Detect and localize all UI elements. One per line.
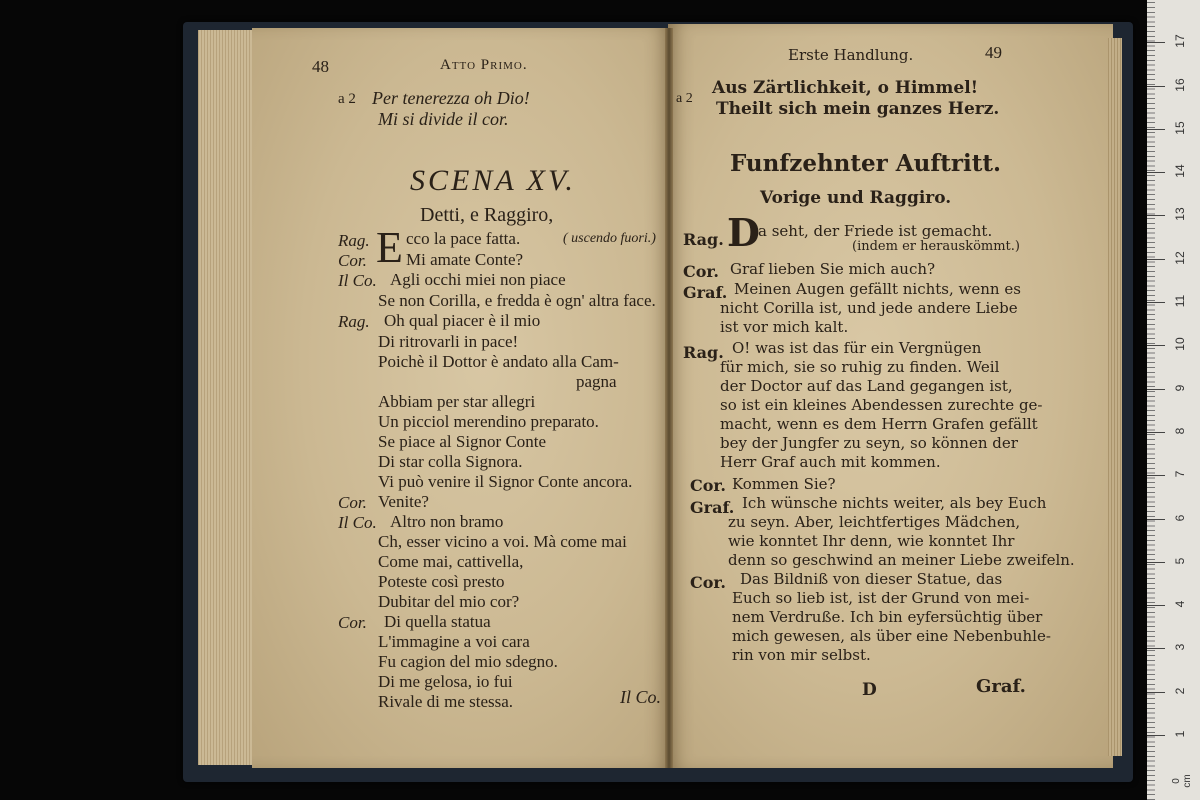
dialogue-line: Ich wünsche nichts weiter, als bey Euch	[742, 494, 1047, 512]
dialogue-line: der Doctor auf das Land gegangen ist,	[720, 377, 1013, 395]
ruler-tick	[1147, 735, 1165, 736]
speaker: Cor.	[690, 573, 726, 592]
ruler-tick	[1147, 432, 1165, 433]
ruler-number: 15	[1173, 121, 1187, 135]
scene-title: SCENA XV.	[410, 164, 576, 197]
left-running-head: Atto Primo.	[440, 57, 528, 73]
speaker: Il Co.	[338, 271, 377, 290]
drop-cap: D	[727, 210, 760, 255]
ruler-tick	[1147, 129, 1165, 130]
speaker: Rag.	[683, 343, 724, 362]
ruler-tick	[1147, 562, 1165, 563]
dialogue-line: Agli occhi miei non piace	[390, 270, 566, 289]
speaker: Cor.	[338, 493, 367, 512]
ruler-tick	[1147, 692, 1165, 693]
dialogue-line: ist vor mich kalt.	[720, 318, 849, 336]
dialogue-line: Dubitar del mio cor?	[378, 592, 520, 611]
dialogue-line: Kommen Sie?	[732, 475, 836, 493]
ruler-number: 13	[1173, 207, 1187, 222]
ruler-number: 9	[1173, 384, 1187, 391]
dialogue-line: wie konntet Ihr denn, wie konntet Ihr	[728, 532, 1015, 550]
dialogue-line: nicht Corilla ist, und jede andere Liebe	[720, 299, 1018, 317]
ruler-number: 8	[1173, 427, 1187, 435]
a2-marker: a 2	[676, 91, 693, 106]
dialogue-line: Rivale di me stessa.	[378, 692, 514, 711]
scene-subtitle: Detti, e Raggiro,	[420, 204, 554, 226]
dialogue-line: so ist ein kleines Abendessen zurechte ge-	[720, 396, 1043, 414]
a2-line: Aus Zärtlichkeit, o Himmel!	[712, 78, 979, 98]
dialogue-line: rin von mir selbst.	[732, 646, 871, 664]
ruler-unit-label: 0 cm	[1171, 774, 1193, 788]
ruler-number: 4	[1173, 600, 1187, 608]
scene-title: Funfzehnter Auftritt.	[730, 150, 1001, 177]
dialogue-line: denn so geschwind an meiner Liebe zweifeln.	[728, 551, 1075, 569]
dialogue-line: Ch, esser vicino a voi. Mà come mai	[378, 532, 627, 551]
drop-cap: E	[376, 223, 403, 272]
speaker: Rag.	[683, 230, 724, 249]
dialogue-line: Oh qual piacer è il mio	[384, 311, 541, 330]
ruler-tick	[1147, 259, 1165, 260]
dialogue-line: pagna	[576, 372, 617, 391]
dialogue-line: Meinen Augen gefällt nichts, wenn es	[734, 280, 1021, 298]
signature-mark: D	[862, 680, 877, 700]
speaker: Graf.	[683, 283, 728, 302]
speaker: Cor.	[690, 476, 726, 495]
dialogue-line: Vi può venire il Signor Conte ancora.	[378, 472, 633, 491]
speaker: Cor.	[338, 613, 367, 632]
dialogue-line: Graf lieben Sie mich auch?	[730, 260, 936, 278]
dialogue-line: für mich, sie so ruhig zu finden. Weil	[720, 358, 1000, 376]
a2-line: Per tenerezza oh Dio!	[372, 88, 530, 108]
ruler-tick	[1147, 519, 1165, 520]
scene-subtitle: Vorige und Raggiro.	[760, 188, 952, 208]
ruler-tick	[1147, 389, 1165, 390]
dialogue-line: macht, wenn es dem Herrn Grafen gefällt	[720, 415, 1038, 433]
dialogue-line: Un picciol merendino preparato.	[378, 412, 599, 431]
ruler-tick	[1147, 605, 1165, 606]
dialogue-line: Se non Corilla, e fredda è ogn' altra face.	[378, 291, 656, 310]
dialogue-line: Come mai, cattivella,	[378, 552, 524, 571]
ruler-number: 6	[1173, 514, 1187, 521]
dialogue-line: mich gewesen, als über eine Nebenbuhle-	[732, 627, 1051, 645]
dialogue-line: cco la pace fatta.	[406, 229, 521, 248]
dialogue-line: bey der Jungfer zu seyn, so können der	[720, 434, 1018, 452]
ruler-number: 7	[1173, 470, 1187, 478]
ruler-tick	[1147, 475, 1165, 476]
dialogue-line: Poteste così presto	[378, 572, 505, 591]
dialogue-line: O! was ist das für ein Vergnügen	[732, 339, 982, 357]
ruler-number: 3	[1173, 644, 1187, 651]
ruler-number: 17	[1173, 34, 1187, 48]
speaker: Cor.	[338, 251, 367, 270]
dialogue-line: Di star colla Signora.	[378, 452, 523, 471]
right-running-head: Erste Handlung.	[788, 46, 914, 64]
speaker: Graf.	[690, 498, 735, 517]
ruler-tick	[1147, 172, 1165, 173]
dialogue-line: Altro non bramo	[390, 512, 504, 531]
ruler-number: 12	[1173, 251, 1187, 265]
stage-direction: ( uscendo fuori.)	[563, 231, 656, 246]
dialogue-line: Abbiam per star allegri	[378, 392, 536, 411]
dialogue-line: Poichè il Dottor è andato alla Cam-	[378, 352, 619, 371]
a2-line: Mi si divide il cor.	[378, 109, 509, 129]
right-page-number: 49	[985, 43, 1002, 62]
dialogue-line: Di ritrovarli in pace!	[378, 332, 519, 351]
a2-marker: a 2	[338, 91, 356, 107]
dialogue-line: Di me gelosa, io fui	[378, 672, 513, 691]
speaker: Il Co.	[338, 513, 377, 532]
dialogue-line: Se piace al Signor Conte	[378, 432, 547, 451]
ruler-tick	[1147, 302, 1165, 303]
dialogue-line: zu seyn. Aber, leichtfertiges Mädchen,	[728, 513, 1021, 531]
ruler-tick	[1147, 86, 1165, 87]
ruler-number: 14	[1173, 164, 1187, 178]
dialogue-line: Mi amate Conte?	[406, 250, 524, 269]
catchword: Graf.	[976, 676, 1026, 697]
catchword: Il Co.	[620, 687, 662, 707]
ruler-tick	[1147, 42, 1165, 43]
speaker: Rag.	[338, 312, 370, 331]
speaker: Rag.	[338, 231, 370, 250]
dialogue-line: nem Verdruße. Ich bin eyfersüchtig über	[732, 608, 1043, 626]
book-gutter	[665, 28, 673, 768]
ruler-tick	[1147, 215, 1165, 216]
dialogue-line: Herr Graf auch mit kommen.	[720, 453, 941, 471]
dialogue-line: Euch so lieb ist, ist der Grund von mei-	[732, 589, 1030, 607]
ruler-number: 11	[1173, 294, 1187, 308]
ruler-number: 2	[1173, 687, 1187, 695]
ruler-number: 1	[1173, 730, 1187, 738]
ruler-tick	[1147, 345, 1165, 346]
dialogue-line: Di quella statua	[384, 612, 491, 631]
ruler-number: 10	[1173, 337, 1187, 351]
dialogue-line: Venite?	[378, 492, 429, 511]
left-page-number: 48	[312, 57, 329, 76]
ruler-number: 16	[1173, 77, 1187, 92]
ruler-number: 5	[1173, 557, 1187, 565]
dialogue-line: Das Bildniß von dieser Statue, das	[740, 570, 1003, 588]
dialogue-line: L'immagine a voi cara	[378, 632, 530, 651]
dialogue-line: Fu cagion del mio sdegno.	[378, 652, 558, 671]
stage-direction: (indem er herauskömmt.)	[852, 239, 1020, 254]
speaker: Cor.	[683, 262, 719, 281]
dialogue-line: a seht, der Friede ist gemacht.	[758, 222, 993, 240]
page-edges-left	[198, 30, 258, 765]
page-edges-right	[1108, 38, 1122, 756]
ruler-tick	[1147, 648, 1165, 649]
a2-line: Theilt sich mein ganzes Herz.	[716, 99, 1000, 119]
